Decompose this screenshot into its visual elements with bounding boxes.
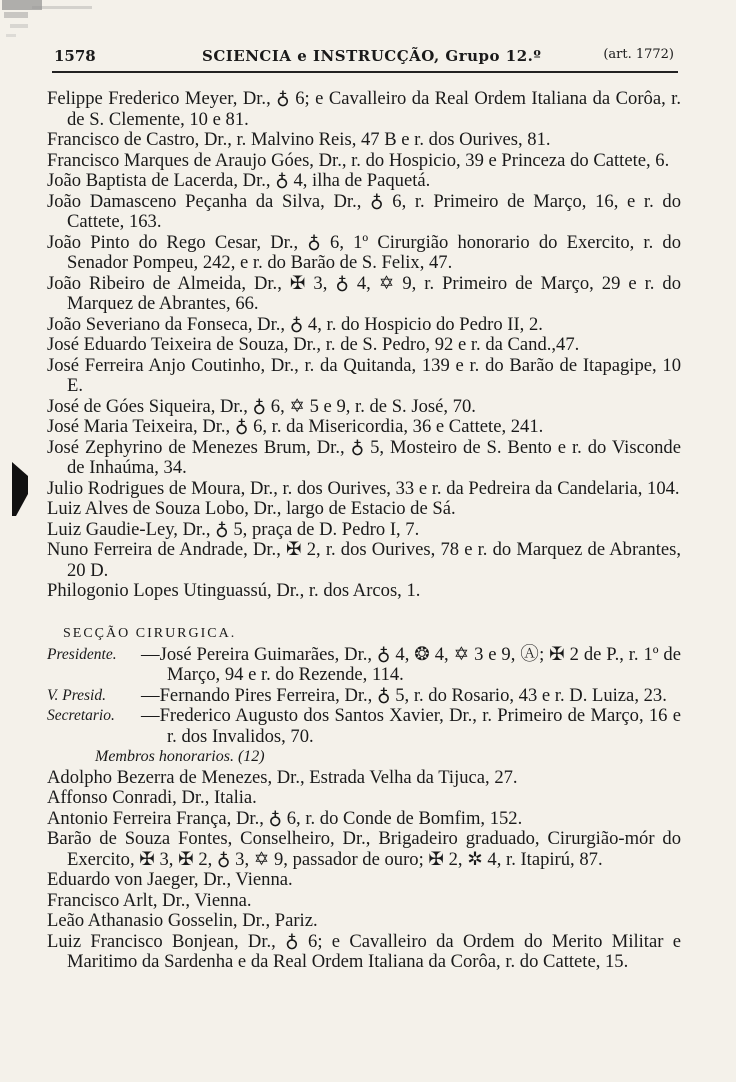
section-spacer <box>47 602 681 624</box>
list-item: João Ribeiro de Almeida, Dr., ✠ 3, ♁ 4, ✡ 9, r. Primeiro de Março, 29 e r. do Marquez de Abrantes, 66. <box>47 272 681 314</box>
list-item: José Maria Teixeira, Dr., ♁ 6, r. da Misericordia, 36 e Cattete, 241. <box>47 416 544 437</box>
list-item: Luiz Francisco Bonjean, Dr., ♁ 6; e Cavalleiro da Ordem do Merito Militar e Maritimo da Sardenha e da Real Ordem Italiana da Corôa, r. do Cattete, 15. <box>47 930 681 972</box>
section-heading: SECÇÃO CIRURGICA. <box>63 625 237 641</box>
list-item: José Zephyrino de Menezes Brum, Dr., ♁ 5, Mosteiro de S. Bento e r. do Visconde de Inhaúma, 34. <box>47 436 681 478</box>
list-item: Leão Athanasio Gosselin, Dr., Pariz. <box>47 910 318 931</box>
role-label: Secretario. <box>47 707 115 724</box>
role-text: —Frederico Augusto dos Santos Xavier, Dr., r. Primeiro de Março, 16 e r. dos Invalidos, 70. <box>141 705 681 747</box>
list-item: Philogonio Lopes Utinguassú, Dr., r. dos Arcos, 1. <box>47 580 421 601</box>
list-item: Francisco de Castro, Dr., r. Malvino Reis, 47 B e r. dos Ourives, 81. <box>47 129 551 150</box>
role-text: —José Pereira Guimarães, Dr., ♁ 4, ❂ 4, ✡ 3 e 9, Ⓐ; ✠ 2 de P., r. 1º de Março, 94 e r. do Rezende, 114. <box>141 643 681 685</box>
list-item: Antonio Ferreira França, Dr., ♁ 6, r. do Conde de Bomfim, 152. <box>47 807 523 829</box>
list-item: João Severiano da Fonseca, Dr., ♁ 4, r. do Hospicio do Pedro II, 2. <box>47 313 543 335</box>
role-label: V. Presid. <box>47 686 106 704</box>
role-vice-president <box>47 686 681 707</box>
members-heading: Membros honorarios. (12) <box>95 748 265 765</box>
list-item: José de Góes Siqueira, Dr., ♁ 6, ✡ 5 e 9, r. de S. José, 70. <box>47 395 476 417</box>
scan-noise-top-left <box>2 0 112 46</box>
scan-tab-mark <box>10 456 34 520</box>
list-item: Luiz Gaudie-Ley, Dr., ♁ 5, praça de D. Pedro I, 7. <box>47 518 420 540</box>
list-item: Luiz Alves de Souza Lobo, Dr., largo de Estacio de Sá. <box>47 498 456 519</box>
list-item: João Baptista de Lacerda, Dr., ♁ 4, ilha de Paquetá. <box>47 170 431 191</box>
directory-body <box>47 89 681 973</box>
list-item: Nuno Ferreira de Andrade, Dr., ✠ 2, r. dos Ourives, 78 e r. do Marquez de Abrantes, 20 D. <box>47 539 681 581</box>
list-item: Felippe Frederico Meyer, Dr., ♁ 6; e Cavalleiro da Real Ordem Italiana da Corôa, r. de S. Clemente, 10 e 81. <box>47 88 681 130</box>
list-item: Francisco Marques de Araujo Góes, Dr., r. do Hospicio, 39 e Princeza do Cattete, 6. <box>47 149 670 171</box>
list-item: João Damasceno Peçanha da Silva, Dr., ♁ 6, r. Primeiro de Março, 16, e r. do Cattete, 163. <box>47 190 681 232</box>
list-item: José Ferreira Anjo Coutinho, Dr., r. da Quitanda, 139 e r. do Barão de Itapagipe, 10 E. <box>47 354 681 396</box>
list-item: Affonso Conradi, Dr., Italia. <box>47 787 257 808</box>
list-item: José Eduardo Teixeira de Souza, Dr., r. de S. Pedro, 92 e r. da Cand.,47. <box>47 334 580 355</box>
role-text: —Fernando Pires Ferreira, Dr., ♁ 5, r. do Rosario, 43 e r. D. Luiza, 23. <box>141 684 667 706</box>
list-item: Francisco Arlt, Dr., Vienna. <box>47 889 252 911</box>
list-item: Barão de Souza Fontes, Conselheiro, Dr., Brigadeiro graduado, Cirurgião-mór do Exercito, ✠ 3, ✠ 2, ♁ 3, ✡ 9, passador de ouro; ✠ 2, ✲ 4, r. Itapirú, 87. <box>47 828 681 870</box>
role-label: Presidente. <box>47 645 117 663</box>
article-ref: (art. 1772) <box>603 47 674 62</box>
page-header <box>52 45 678 73</box>
role-president <box>47 645 681 686</box>
list-item: Julio Rodrigues de Moura, Dr., r. dos Ourives, 33 e r. da Pedreira da Candelaria, 104. <box>47 477 680 499</box>
list-item: João Pinto do Rego Cesar, Dr., ♁ 6, 1º Cirurgião honorario do Exercito, r. do Senador Pompeu, 242, e r. do Barão de S. Felix, 47. <box>47 231 681 273</box>
role-secretary <box>47 706 681 747</box>
page-number: 1578 <box>54 47 96 65</box>
list-item: Adolpho Bezerra de Menezes, Dr., Estrada Velha da Tijuca, 27. <box>47 766 518 788</box>
running-title: SCIENCIA e INSTRUCÇÃO, Grupo 12.º <box>202 47 542 65</box>
list-item: Eduardo von Jaeger, Dr., Vienna. <box>47 869 293 890</box>
